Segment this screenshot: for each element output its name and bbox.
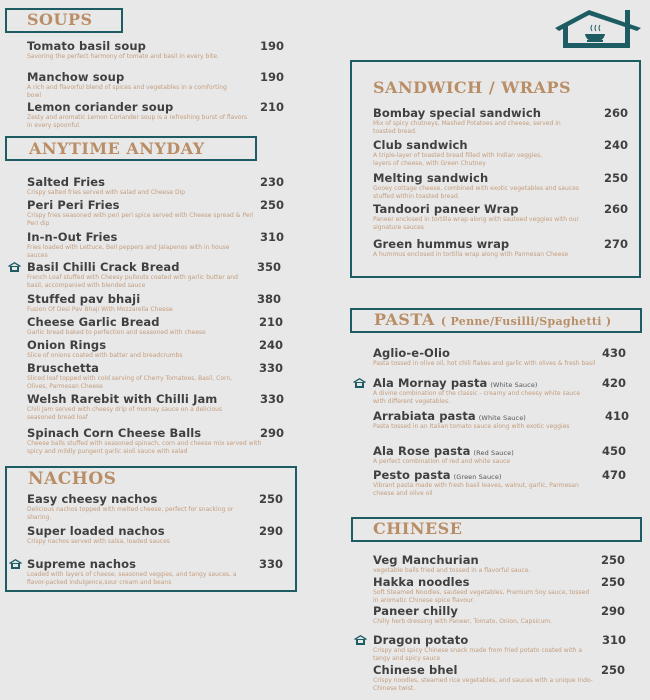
item-name: Stuffed pav bhaji [27,292,141,306]
item-price: 210 [260,100,285,114]
item-description: Slice of onions coated with batter and breadcrumbs [27,352,183,359]
item-description: Paneer enclosed in tortilla wrap along with sauteed veggies with our signature sauces [373,216,579,231]
item-price: 260 [604,202,629,216]
item-description: vegetable balls fried and tossed in a flavorful sauce. [373,567,531,574]
item-price: 250 [604,171,629,185]
item-price: 260 [604,106,629,120]
item-description: Crispy fries seasoned with peri peri spice served with Cheese spread & Peri Peri dip [27,212,254,227]
item-name: Super loaded nachos [27,524,165,538]
item-name: Club sandwich [373,138,468,152]
item-name: Melting sandwich [373,171,489,185]
item-description: Fusion Of Desi Pav Bhaji With Mozzarella Cheese [27,306,173,313]
anytime-title: ANYTIME ANYDAY [29,139,205,158]
item-description: Gooey cottage cheese, combined with exotic vegetables and sauces stuffed within toasted bread. [373,185,579,200]
item-description: Crispy nachos served with salsa, loaded sauces [27,538,170,545]
sauce-note: (Green Sauce) [453,473,502,481]
item-description: Crispy noodles, steamed rice vegetables, and sauces with a unique Indo-Chinese twist. [373,677,593,692]
item-price: 430 [602,346,627,360]
item-price: 250 [601,553,626,567]
item-name [373,409,526,423]
item-name: Chinese bhel [373,663,458,677]
item-name: Veg Manchurian [373,553,479,567]
item-price: 270 [604,237,629,251]
item-name: Manchow soup [27,70,125,84]
item-price: 410 [605,409,630,423]
item-name: Bruschetta [27,361,100,375]
item-description: Savoring the perfect harmony of tomato and basil in every bite. [27,53,219,60]
item-name: In-n-Out Fries [27,230,118,244]
item-price: 250 [260,198,285,212]
signature-house-icon [9,559,22,569]
item-name [373,346,450,360]
item-description: Delicious nachos topped with melted cheese, perfect for snacking or sharing. [27,506,234,521]
item-description: Chilly herb dressing with Paneer, Tomato, Onion, Capsicum. [373,618,553,625]
item-description: Mix of spicy chutneys, Mashed Potatoes and cheese, served in toasted bread. [373,120,561,135]
item-price: 240 [259,338,284,352]
item-name: Paneer chilly [373,604,458,618]
item-name: Cheese Garlic Bread [27,315,160,329]
item-price: 470 [602,468,627,482]
item-name-text: Ala Mornay pasta [373,376,488,390]
sauce-note: (Red Sauce) [473,449,514,457]
item-price: 290 [259,524,284,538]
item-name: Tandoori paneer Wrap [373,202,519,216]
soups-title: SOUPS [27,10,93,29]
item-description: Soft Steamed Noodles, sauteed vegetables, Premium Soy sauce, tossed in aromatic Chinese spice flavour. [373,589,590,604]
item-name: Basil Chilli Crack Bread [27,260,180,274]
item-description: Loaded with layers of cheese, seasoned veggies, and tangy sauces, a flavor-packed indulgence,sour cream and beans [27,571,237,586]
item-price: 190 [260,39,285,53]
item-name: Welsh Rarebit with Chilli Jam [27,392,218,406]
sauce-note: (White Sauce) [478,414,526,422]
item-description: Vibrant pasta made with fresh basil leaves, walnut, garlic, Parmesan cheese and olive oil [373,482,579,497]
item-price: 250 [601,575,626,589]
item-description: Pasta tossed in olive oil, hot chili flakes and garlic with olives & fresh basil [373,360,596,367]
item-price: 190 [260,70,285,84]
sandwich-title: SANDWICH / WRAPS [373,78,572,97]
item-name: Supreme nachos [27,557,137,571]
item-price: 420 [602,376,627,390]
item-description: French Loaf stuffed with Cheesy pullouts coated with garlic butter and basil, accompanied with blended sauce [27,274,238,289]
pasta-title-text: PASTA [374,310,435,329]
item-name: Onion Rings [27,338,107,352]
item-name: Dragon potato [373,633,469,647]
item-name [373,376,538,390]
item-price: 250 [601,663,626,677]
item-name: Spinach Corn Cheese Balls [27,426,202,440]
item-price: 310 [602,633,627,647]
item-name: Peri Peri Fries [27,198,120,212]
item-description: Fries loaded with Lettuce, Bell peppers and Jalapenos with in house sauces [27,244,230,259]
item-name-text: Ala Rose pasta [373,444,471,458]
item-description: A rich and flavorful blend of spices and vegetables in a comforting bowl [27,84,227,99]
chinese-title: CHINESE [373,519,463,538]
item-description: Pasta tossed in an Italian tomato sauce along with exotic veggies [373,423,570,430]
item-price: 240 [604,138,629,152]
item-price: 290 [260,426,285,440]
pasta-title [374,310,611,329]
item-description: Zesty and aromatic Lemon Coriander soup is a refreshing burst of flavors in every spoonful. [27,114,248,129]
item-description: Cheese balls stuffed with seasoned spinach, corn and cheese mix served with spicy and mildly pungent garlic aioli sauce with salad [27,440,262,455]
item-name-text: Aglio-e-Olio [373,346,451,360]
item-price: 310 [260,230,285,244]
item-description: Chili Jam served with cheesy drip of mornay sauce on a delicious seasoned bread loaf [27,406,223,421]
item-name [373,468,502,482]
sauce-note: (White Sauce) [490,381,538,389]
item-description: Garlic bread baked to perfection and seasoned with cheese [27,329,206,336]
item-price: 290 [601,604,626,618]
item-description: Sliced loaf topped with cold serving of Cherry Tomatoes, Basil, Corn, Olives, Parmesan Cheese [27,375,233,390]
item-name: Tomato basil soup [27,39,146,53]
pasta-subtitle: ( Penne/Fusilli/Spaghetti ) [440,315,612,328]
item-name [373,444,514,458]
item-name: Lemon coriander soup [27,100,174,114]
item-price: 330 [259,361,284,375]
item-name: Green hummus wrap [373,237,510,251]
item-description: Crispy salted fries served with salad and Cheese Dip [27,189,186,196]
item-price: 380 [257,292,282,306]
item-description: A triple-layer of toasted bread filled with Indian veggies, layers of cheese, with Green Chutney [373,152,543,167]
item-name: Easy cheesy nachos [27,492,158,506]
nachos-title: NACHOS [28,469,117,489]
item-description: A hummus enclosed in tortilla wrap along with Parmesan Cheese [373,251,569,258]
item-description: A divine combination of the classic - creamy and cheesy white sauce with different vegetables. [373,390,581,405]
signature-house-icon [353,378,366,388]
item-price: 250 [259,492,284,506]
item-price: 230 [260,175,285,189]
item-price: 330 [259,557,284,571]
item-description: Crispy and spicy Chinese snack made from fried potato coated with a tangy and spicy sauce [373,647,583,662]
item-description: A perfect combination of red and white sauce [373,458,511,465]
item-name: Salted Fries [27,175,106,189]
item-price: 210 [259,315,284,329]
cafe-house-logo-icon [553,6,643,50]
signature-house-icon [354,635,367,645]
item-name-text: Arrabiata pasta [373,409,476,423]
item-name: Hakka noodles [373,575,470,589]
item-name-text: Pesto pasta [373,468,451,482]
item-name: Bombay special sandwich [373,106,542,120]
item-price: 330 [260,392,285,406]
item-price: 450 [602,444,627,458]
item-price: 350 [257,260,282,274]
signature-house-icon [8,262,21,272]
